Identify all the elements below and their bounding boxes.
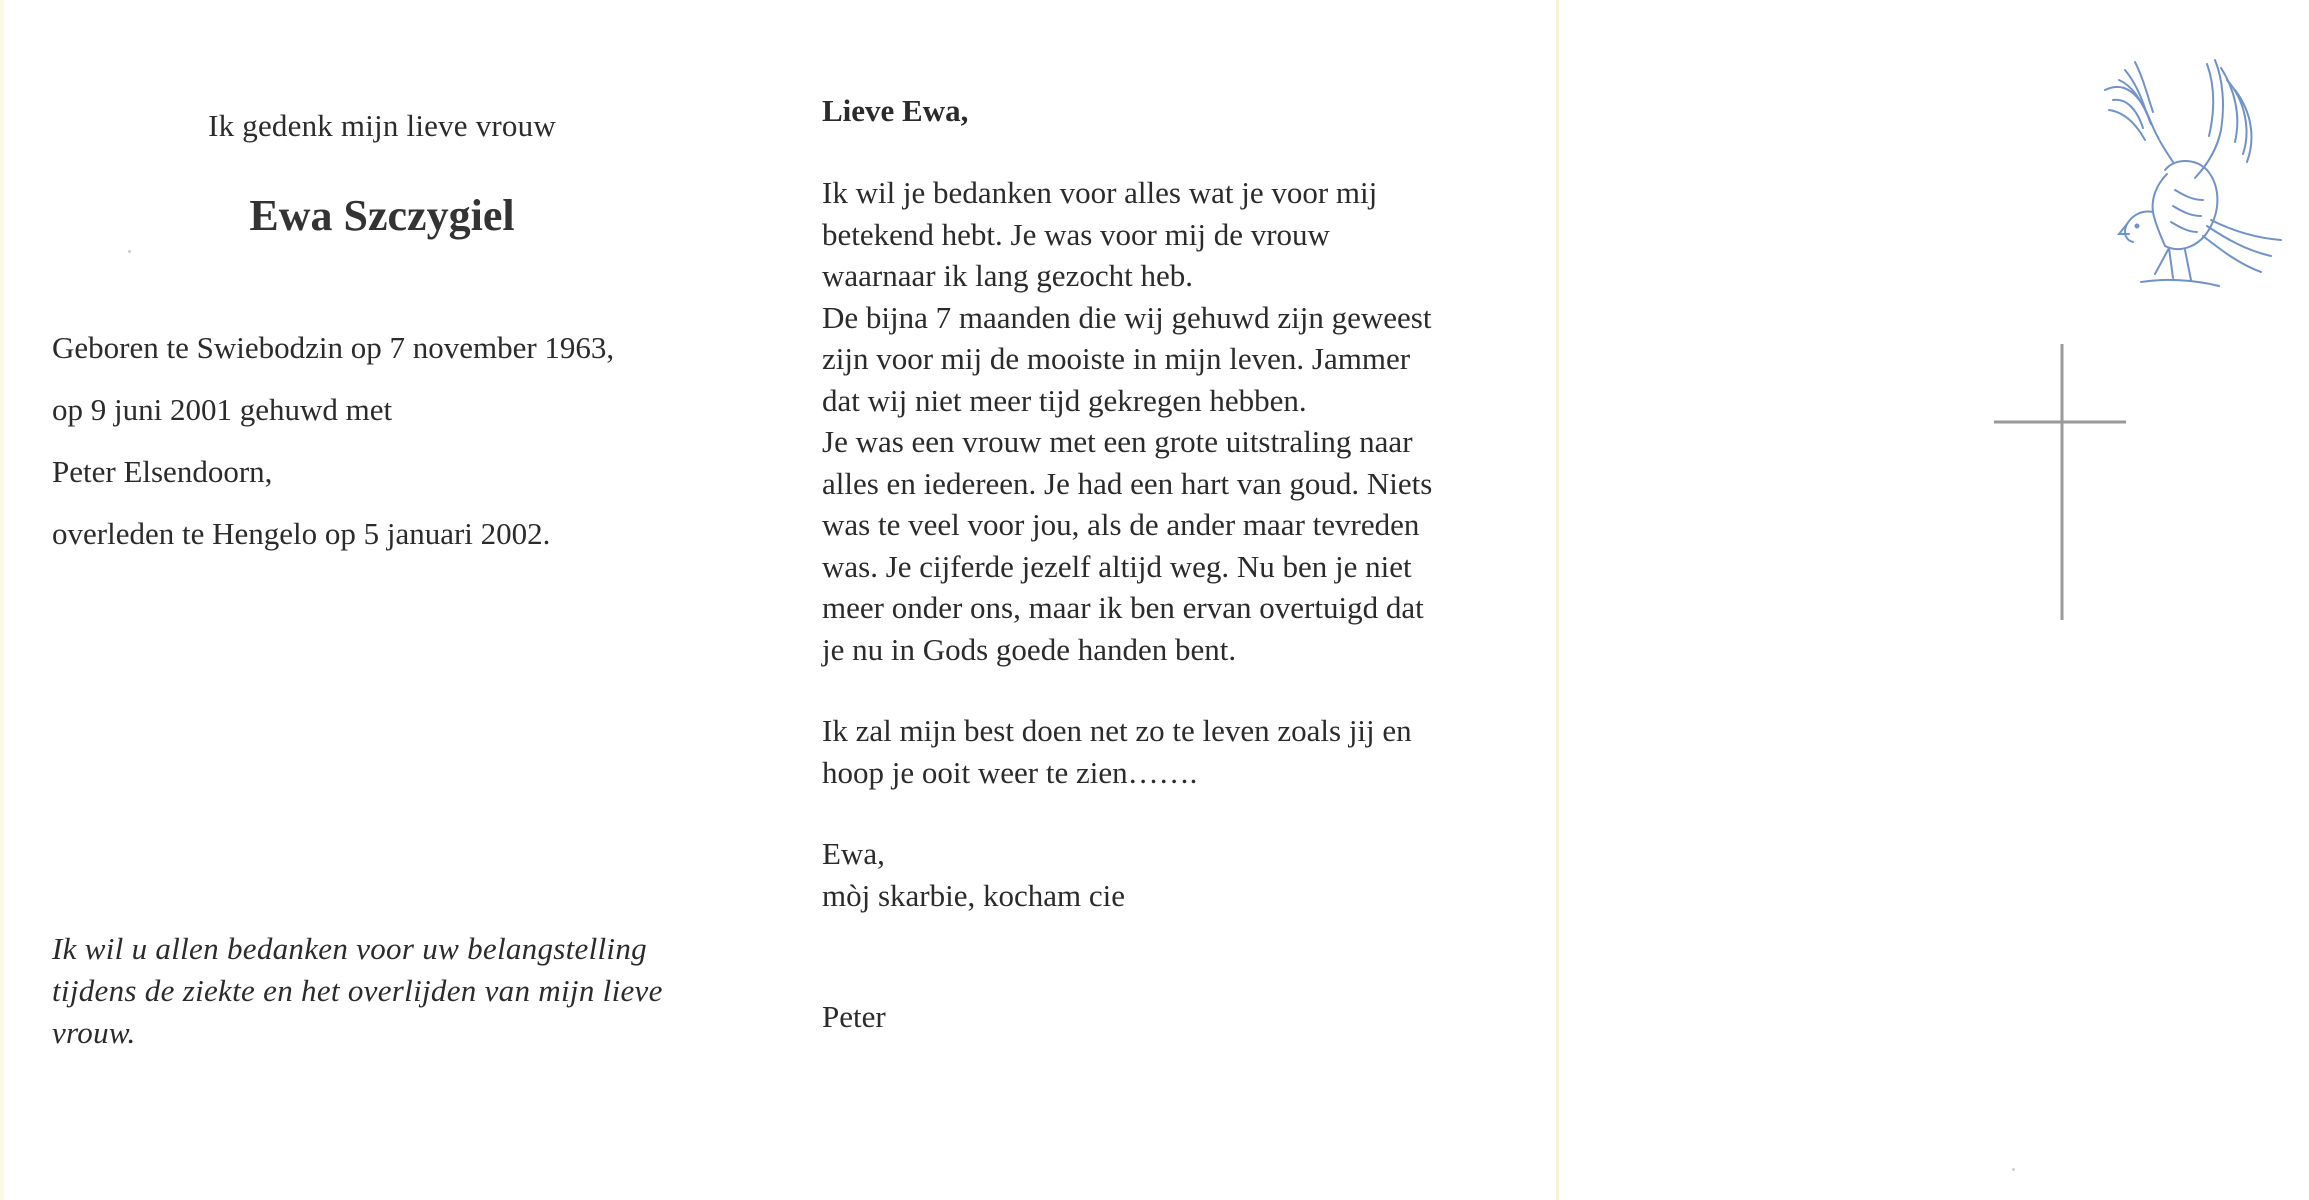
letter-line: Ik zal mijn best doen net zo te leven zoals jij en	[822, 713, 1412, 748]
letter-line: meer onder ons, maar ik ben ervan overtuigd dat	[822, 590, 1424, 625]
closing-line: Ewa,	[822, 836, 885, 871]
letter-line: je nu in Gods goede handen bent.	[822, 631, 1237, 667]
bio-line: Peter Elsendoorn,	[52, 454, 273, 489]
letter-line: was te veel voor jou, als de ander maar tevreden	[822, 507, 1420, 542]
bio-line: overleden te Hengelo op 5 januari 2002.	[52, 516, 551, 551]
closing-line: mòj skarbie, kocham cie	[822, 877, 1126, 913]
letter-line: Je was een vrouw met een grote uitstraling naar	[822, 424, 1413, 459]
bio-line: op 9 juni 2001 gehuwd met	[52, 392, 393, 427]
letter-paragraph-1	[822, 172, 1472, 670]
paper-speck	[2012, 1168, 2015, 1171]
letter-line: hoop je ooit weer te zien…….	[822, 754, 1198, 790]
bio-line: Geboren te Swiebodzin op 7 november 1963,	[52, 330, 615, 365]
intro-text: Ik gedenk mijn lieve vrouw	[208, 108, 556, 143]
letter-greeting: Lieve Ewa,	[822, 93, 969, 128]
thanks-line: Ik wil u allen bedanken voor uw belangstelling	[52, 931, 647, 966]
letter-line: alles en iedereen. Je had een hart van goud. Niets	[822, 465, 1433, 501]
letter-paragraph-2	[822, 710, 1472, 793]
cross-icon	[1994, 344, 2134, 624]
letter-signature: Peter	[822, 999, 886, 1034]
thanks-note	[52, 928, 732, 1054]
thanks-line: vrouw.	[52, 1015, 136, 1050]
thanks-line: tijdens de ziekte en het overlijden van mijn lieve	[52, 973, 663, 1008]
dove-icon	[2095, 50, 2295, 335]
biography	[52, 328, 712, 576]
letter-line: betekend hebt. Je was voor mij de vrouw	[822, 216, 1330, 252]
paper-speck	[128, 250, 131, 253]
letter-line: dat wij niet meer tijd gekregen hebben.	[822, 382, 1307, 418]
letter-closing	[822, 833, 1472, 916]
letter-line: was. Je cijferde jezelf altijd weg. Nu ben je niet	[822, 548, 1412, 584]
letter-line: De bijna 7 maanden die wij gehuwd zijn geweest	[822, 299, 1432, 335]
letter	[822, 90, 1472, 1038]
letter-line: Ik wil je bedanken voor alles wat je voor mij	[822, 175, 1378, 210]
card-fold	[1556, 0, 1559, 1200]
deceased-name: Ewa Szczygiel	[249, 191, 515, 240]
card-edge	[0, 0, 4, 1200]
letter-line: zijn voor mij de mooiste in mijn leven. Jammer	[822, 341, 1411, 376]
letter-line: waarnaar ik lang gezocht heb.	[822, 258, 1193, 293]
